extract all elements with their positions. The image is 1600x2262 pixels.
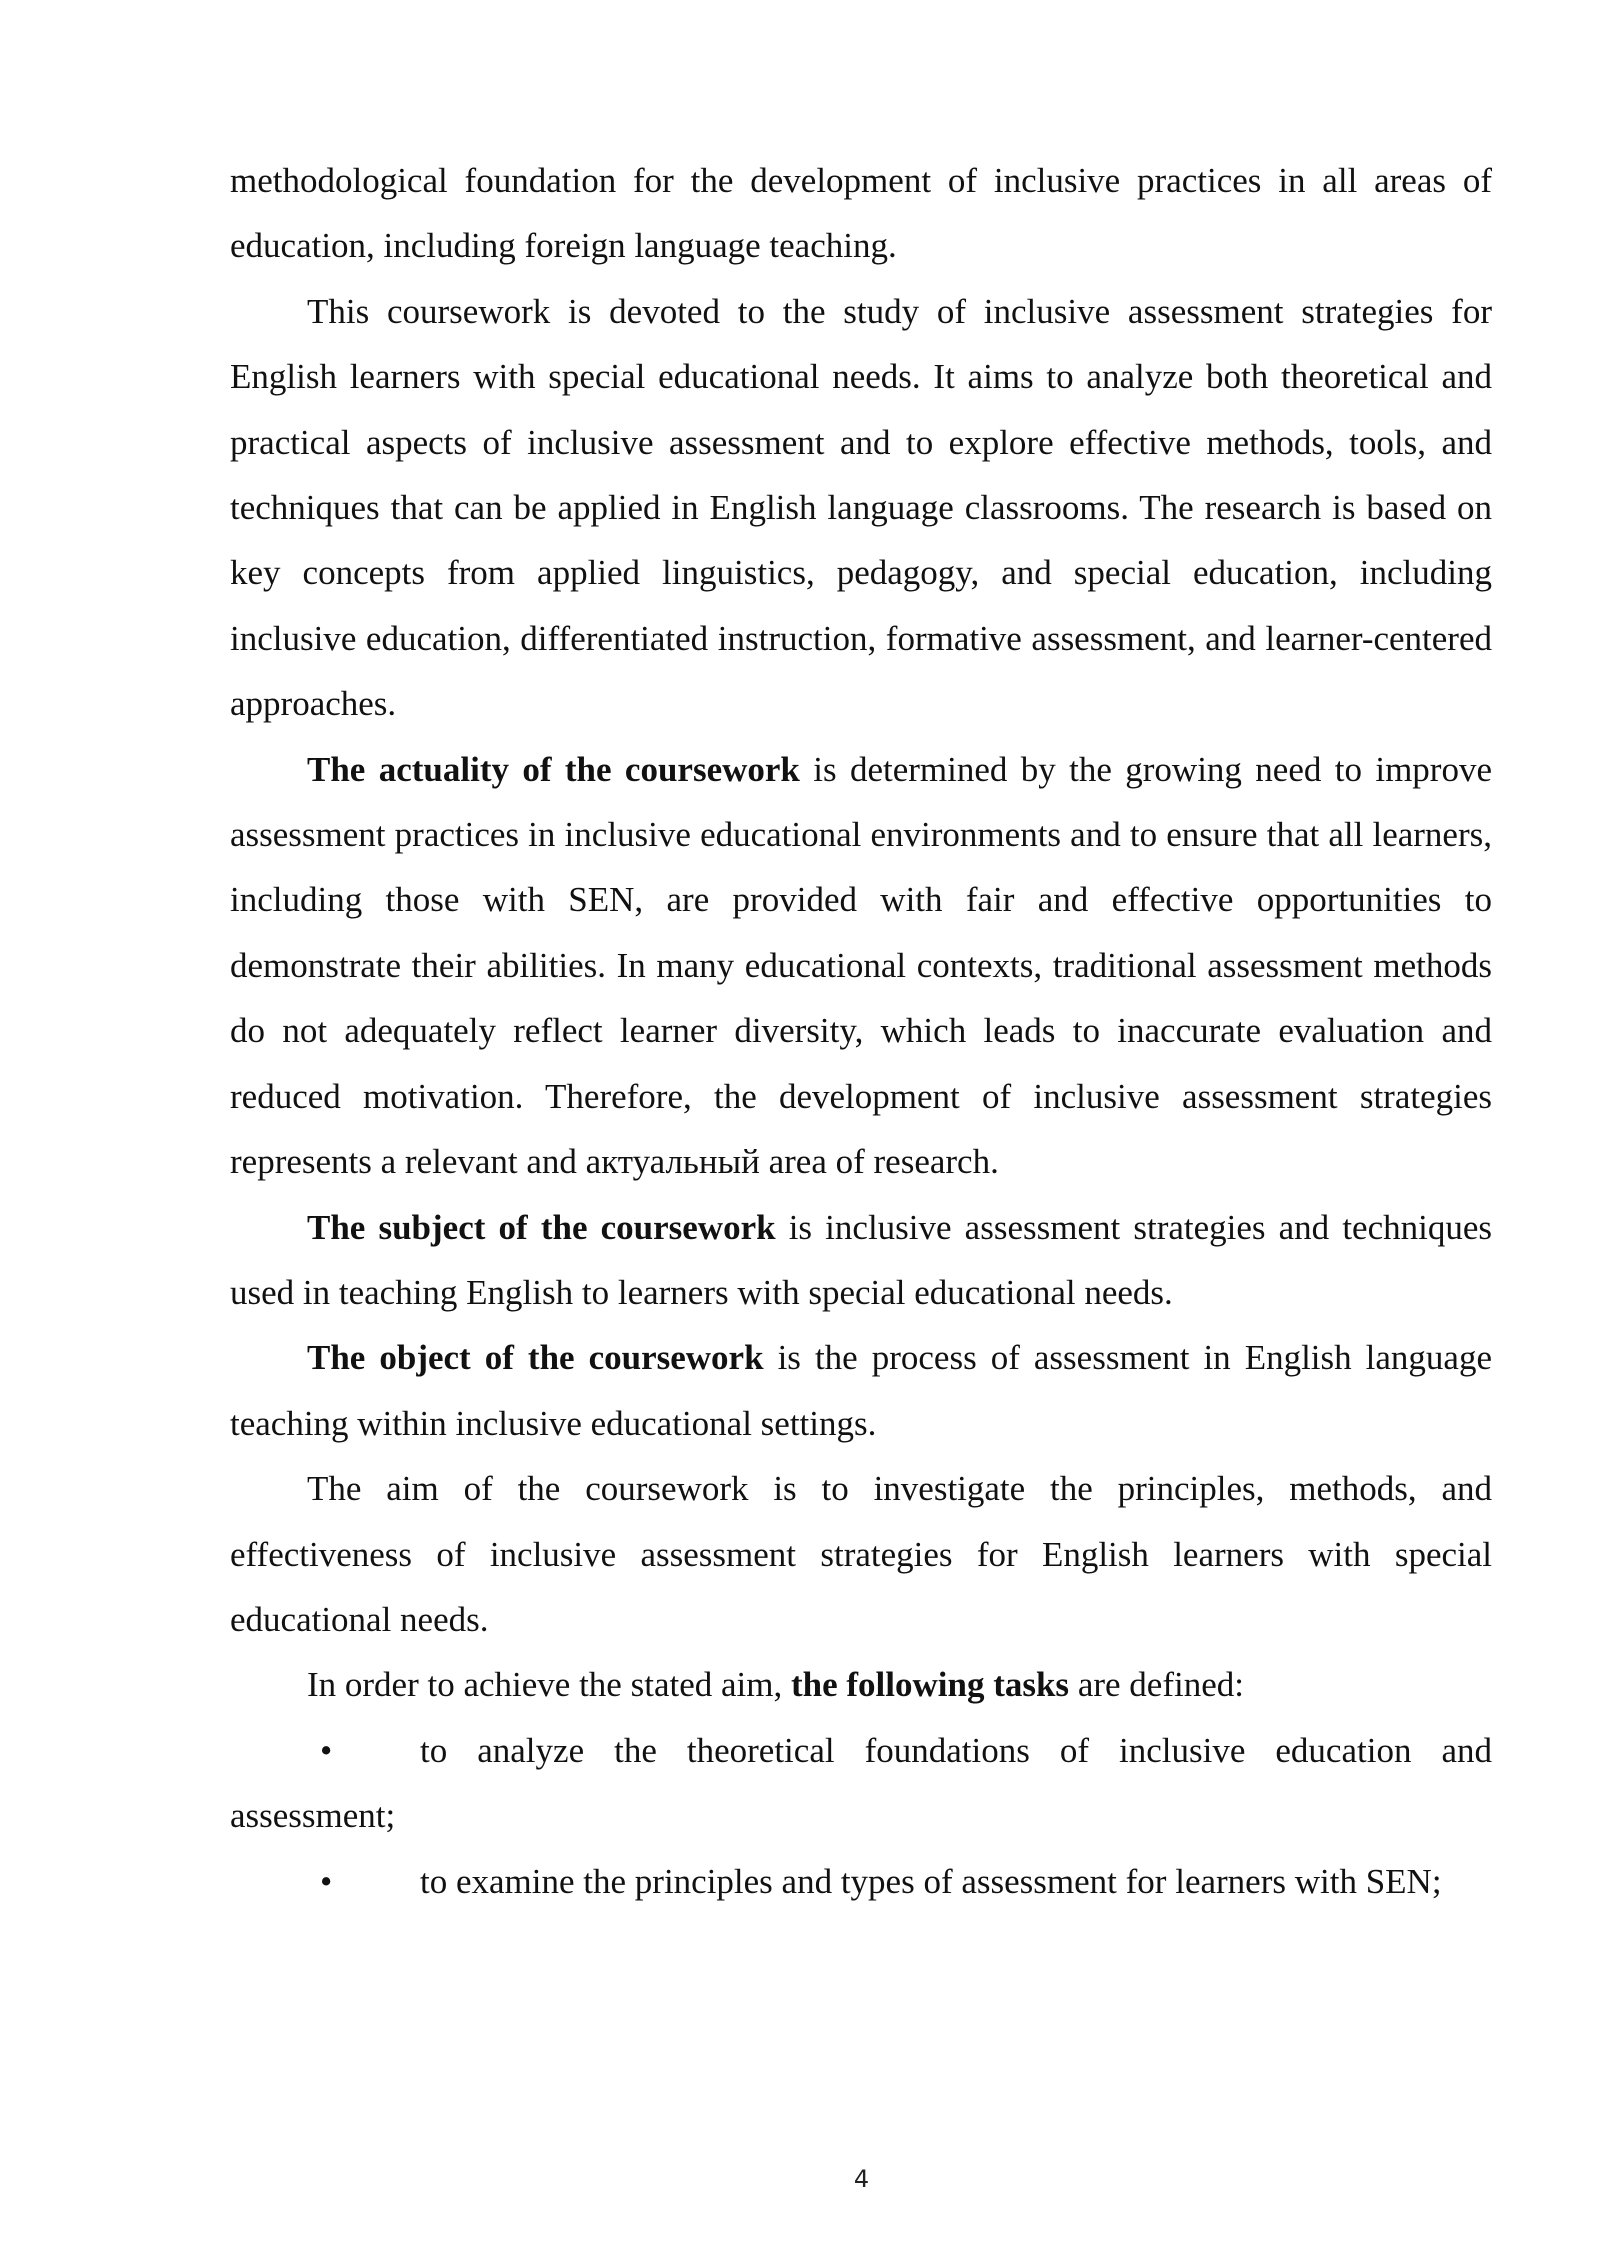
paragraph-text: The aim of the coursework is to investigate the principles, methods, and effectiveness of inclusive assessment strategies for English learners with special educational needs.: [230, 1469, 1492, 1639]
bullet-icon: •: [320, 1861, 333, 1901]
task-list-item: [230, 1849, 1492, 1914]
paragraph-text: are defined:: [1069, 1665, 1244, 1705]
paragraph-text: is the process of assessment in English language teaching within inclusive educational settings.: [230, 1338, 1492, 1443]
actuality-heading: The actuality of the coursework: [307, 749, 800, 789]
paragraph-text: is inclusive assessment strategies and techniques used in teaching English to learners with special educational needs.: [230, 1207, 1492, 1312]
task-text: to analyze the theoretical foundations of inclusive education and assessment;: [230, 1730, 1492, 1836]
document-body: [230, 148, 1492, 1914]
paragraph-aim: [230, 1456, 1492, 1652]
paragraph-text: methodological foundation for the development of inclusive practices in all areas of education, including foreign language teaching.: [230, 161, 1492, 266]
bullet-icon: •: [320, 1730, 333, 1770]
paragraph-text: This coursework is devoted to the study of inclusive assessment strategies for English learners with special educational needs. It aims to analyze both theoretical and practical aspects of inclusive assessment and to explore effective methods, tools, and techniques that can be applied in English language classrooms. The research is based on key concepts from applied linguistics, pedagogy, and special education, including inclusive education, differentiated instruction, formative assessment, and learner-centered approaches.: [230, 291, 1492, 724]
paragraph-tasks-intro: [230, 1652, 1492, 1717]
task-text: to examine the principles and types of assessment for learners with SEN;: [420, 1861, 1442, 1901]
paragraph-object: [230, 1325, 1492, 1456]
tasks-heading: the following tasks: [790, 1665, 1070, 1705]
task-list-item: [230, 1718, 1492, 1849]
object-heading: The object of the coursework: [307, 1338, 764, 1378]
page-number: 4: [853, 2165, 870, 2193]
paragraph-methodological-foundation: [230, 148, 1492, 279]
paragraph-actuality: [230, 737, 1492, 1195]
paragraph-coursework-description: [230, 279, 1492, 737]
paragraph-text: is determined by the growing need to improve assessment practices in inclusive educational environments and to ensure that all learners, including those with SEN, are provided with fair and effective opportunities to demonstrate their abilities. In many educational contexts, traditional assessment methods do not adequately reflect learner diversity, which leads to inaccurate evaluation and reduced motivation. Therefore, the development of inclusive assessment strategies represents a relevant and актуальный area of research.: [230, 749, 1492, 1182]
subject-heading: The subject of the coursework: [307, 1207, 776, 1247]
paragraph-text: In order to achieve the stated aim,: [307, 1665, 791, 1705]
paragraph-subject: [230, 1195, 1492, 1326]
